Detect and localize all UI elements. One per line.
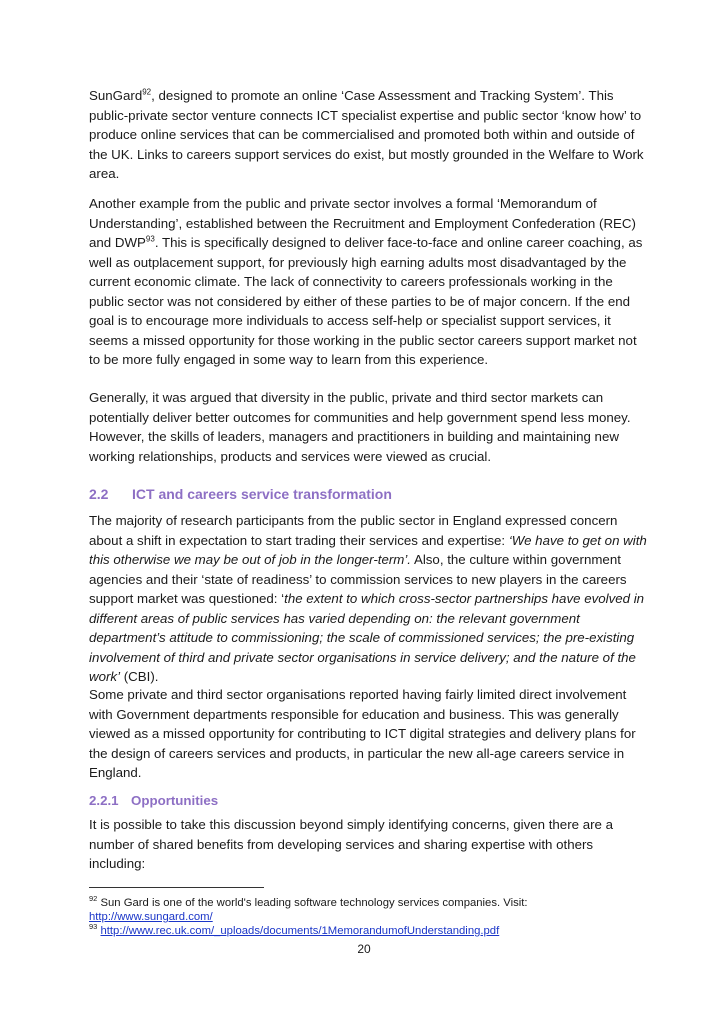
footnote-separator [89,887,264,888]
section-number: 2.2.1 [89,793,119,808]
section-title: ICT and careers service transformation [132,486,392,502]
section-number: 2.2 [89,486,109,502]
paragraph-opportunities: It is possible to take this discussion beyond simply identifying concerns, given there are a number of shared benefits from developing services and sharing expertise with others including: [89,817,614,871]
footnote-92 [89,896,649,924]
page-number: 20 [357,942,371,956]
footnote-ref-92[interactable]: 92 [142,87,152,97]
quote-italic: the extent to which cross-sector partnerships have evolved in different areas of public services has varied depending on: the relevant government department’s attitude to commissioning; the scale of commissioned services; the pre-existing involvement of third and private sector organisations in service delivery; and the nature of the work’ [89,591,645,684]
rec-memorandum-link[interactable]: http://www.rec.uk.com/_uploads/documents/1MemorandumofUnderstanding.pdf [100,925,500,937]
section-heading-2-2 [89,486,392,502]
footnote-text: Sun Gard is one of the world's leading software technology services companies. Visit: [97,897,528,909]
paragraph-public-sector-concern [89,511,649,687]
paragraph-sungard [89,86,649,184]
section-title: Opportunities [131,793,219,808]
quote-italic: ‘We have to get on with this otherwise we may be out of job in the longer-term’. [89,532,647,567]
section-heading-2-2-1 [89,793,218,808]
text-run: Another example from the public and private sector involves a formal ‘Memorandum of Understanding’, established between the Recruitment and Employment Confederation (REC) and DWP [89,196,636,250]
text-run: SunGard [89,88,143,103]
text-run: Also, the culture within government agencies and their ‘state of readiness’ to commission services to new players in the careers support market was questioned: ‘ [89,552,627,606]
paragraph-private-third-sector: Some private and third sector organisations reported having fairly limited direct involvement with Government departments responsible for education and business. This was generally viewed as a missed opportunity for contributing to ICT digital strategies and delivery plans for the design of careers services and products, in particular the new all-age careers service in England. [89,687,636,780]
text-run: The majority of research participants from the public sector in England expressed concern about a shift in expectation to start trading their services and expertise: [89,513,618,548]
footnote-mark: 92 [89,894,98,904]
footnote-ref-93[interactable]: 93 [145,234,155,244]
text-run: , designed to promote an online ‘Case Assessment and Tracking System’. This public-private sector venture connects ICT specialist expertise and public sector ‘know how’ to produce online services that can be commercialised and promoted both within and outside of the UK. Links to careers support services do exist, but mostly grounded in the Welfare to Work area. [89,88,644,181]
footnote-93 [89,924,649,938]
text-run: . This is specifically designed to deliver face-to-face and online career coaching, as well as outplacement support, for previously high earning adults most disadvantaged by the current economic climate. The lack of connectivity to careers professionals working in the public sector was not considered by either of these parties to be of major concern. If the end goal is to encourage more individuals to access self-help or specialist support services, it seems a missed opportunity for those working in the public sector careers support market not to be more fully engaged in some way to learn from this experience. [89,235,643,367]
footnote-mark: 93 [89,922,98,932]
sungard-link[interactable]: http://www.sungard.com/ [89,911,213,923]
paragraph-diversity: Generally, it was argued that diversity in the public, private and third sector markets can potentially deliver better outcomes for communities and help government spend less money. However, the skills of leaders, managers and practitioners in building and maintaining new working relationships, products and services were viewed as crucial. [89,390,631,464]
paragraph-memorandum [89,194,649,370]
text-run: (CBI). [120,669,159,684]
